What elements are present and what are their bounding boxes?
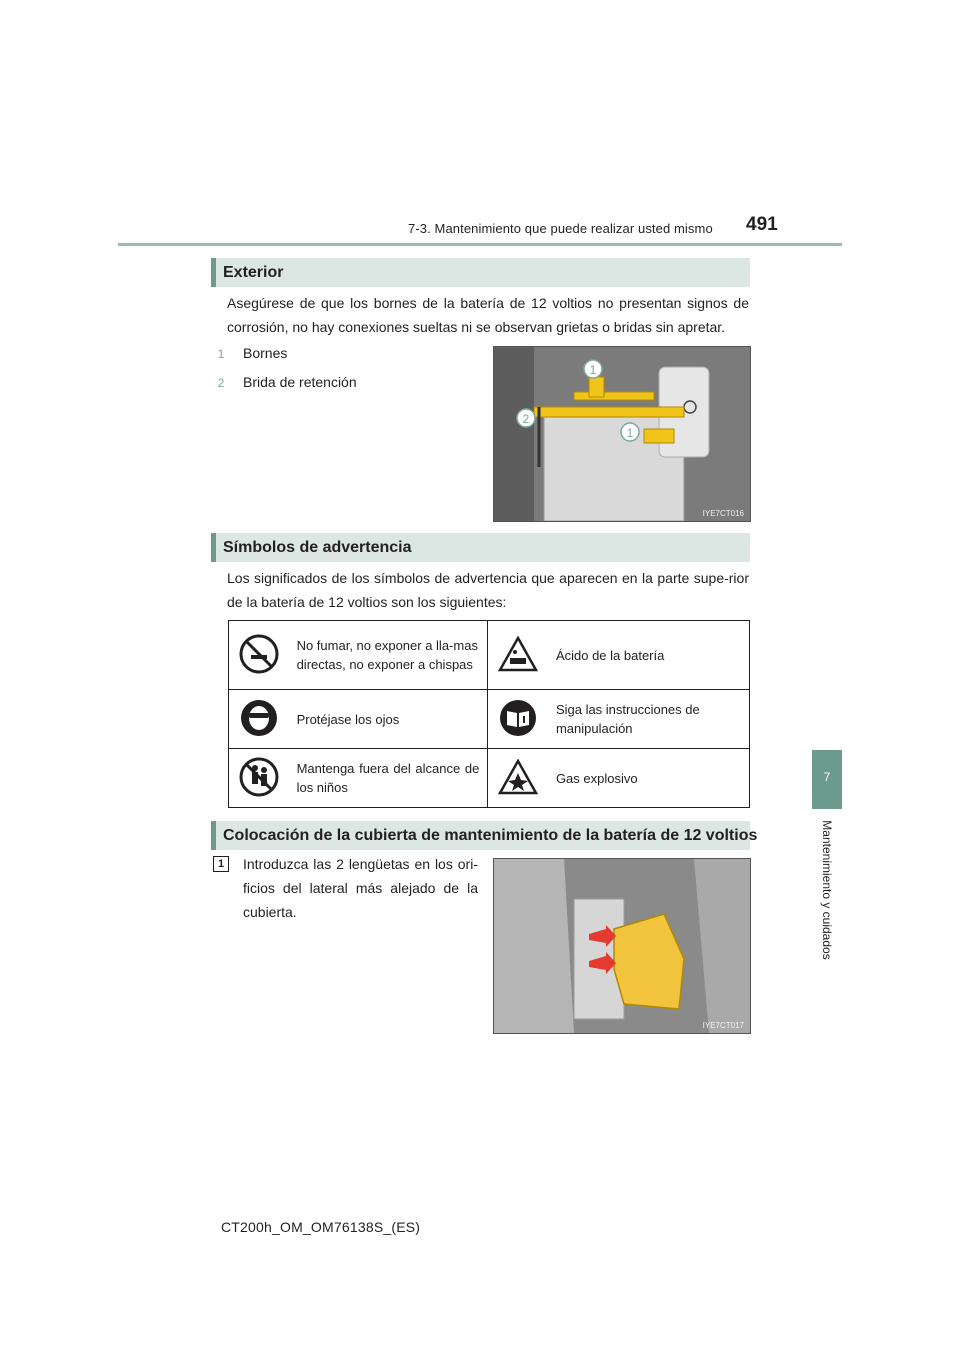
step-text: Introduzca las 2 lengüetas en los ori-ficios del lateral más alejado de la cubierta. [243,856,478,920]
keep-children-away-icon [229,749,289,808]
image-caption: IYE7CT017 [702,1021,744,1030]
section-accent [211,533,216,562]
item-number-1: 1 [217,347,225,361]
image-caption: IYE7CT016 [702,509,744,518]
section-cover-heading [211,821,758,850]
symbol-text: Siga las instrucciones de manipulación [548,690,750,749]
exterior-paragraph: Asegúrese de que los bornes de la batería de 12 voltios no presentan signos de corrosión, no hay conexiones sueltas ni se observan grietas o bridas sin apretar. [227,295,749,335]
section-exterior-heading [211,258,750,287]
chapter-number: 7 [823,770,831,784]
battery-illustration [494,347,750,521]
header-rule [118,243,842,246]
section-title: Símbolos de advertencia [223,539,412,556]
svg-text:1: 1 [626,426,634,440]
cover-illustration [494,859,750,1033]
section-accent [211,821,216,850]
svg-text:2: 2 [522,412,530,426]
battery-acid-icon [488,621,548,690]
read-instructions-icon [488,690,548,749]
header-title: 7-3. Mantenimiento que puede realizar usted mismo [408,221,713,236]
symbol-text: Ácido de la batería [548,621,750,690]
section-symbols-heading [211,533,750,562]
symbol-text: Protéjase los ojos [289,690,488,749]
no-smoking-icon [229,621,289,690]
eye-protection-icon [229,690,289,749]
cover-installation-photo [493,858,751,1034]
battery-terminals-photo [493,346,751,522]
item-label-bornes: Bornes [243,345,288,361]
section-title: Exterior [223,264,284,281]
symbol-text: Mantenga fuera del alcance de los niños [289,749,488,808]
table-row [229,749,750,808]
svg-text:1: 1 [589,363,597,377]
table-row [229,621,750,690]
warning-symbols-table [228,620,750,808]
document-id: CT200h_OM_OM76138S_(ES) [221,1219,421,1235]
table-row [229,690,750,749]
chapter-tab [812,750,842,809]
symbols-paragraph: Los significados de los símbolos de advertencia que aparecen en la parte supe-rior de la batería de 12 voltios son los siguientes: [227,570,749,610]
chapter-label: Mantenimiento y cuidados [820,820,834,960]
section-accent [211,258,216,287]
symbol-text: No fumar, no exponer a lla-mas directas, no exponer a chispas [289,621,488,690]
section-title: Colocación de la cubierta de mantenimiento de la batería de 12 voltios [223,827,758,844]
page-number: 491 [746,214,778,235]
explosive-gas-icon [488,749,548,808]
symbol-text: Gas explosivo [548,749,750,808]
item-number-2: 2 [217,376,225,390]
step-number: 1 [213,856,229,872]
item-label-brida: Brida de retención [243,374,357,390]
